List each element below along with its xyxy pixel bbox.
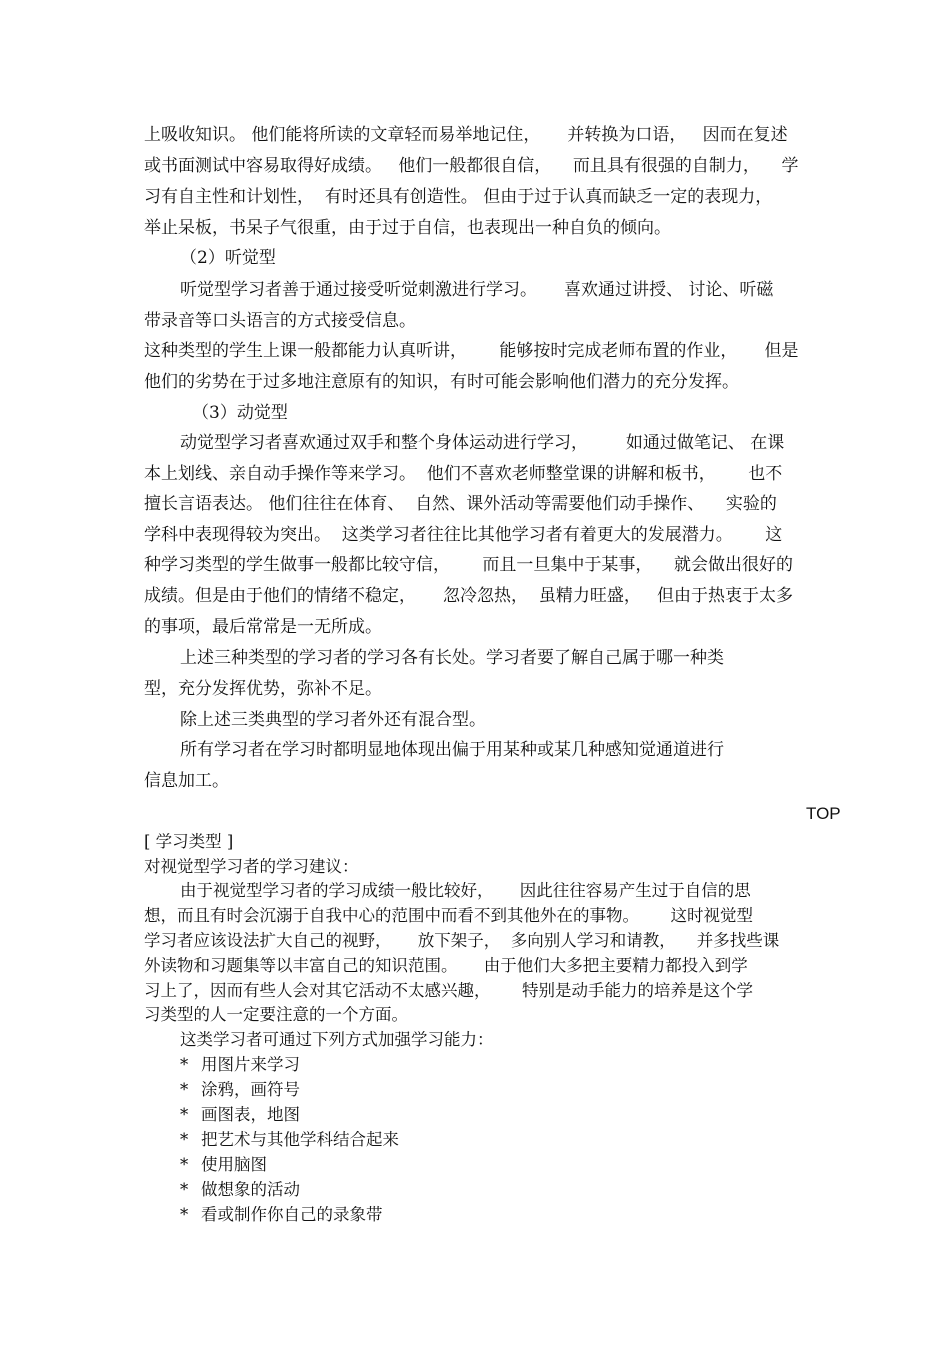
bullet-marker: * — [180, 1105, 189, 1124]
paragraph-line: 学习者应该设法扩大自己的视野， 放下架子， 多向别人学习和请教， 并多找些课 — [144, 931, 780, 950]
list-item: 画图表，地图 — [201, 1105, 300, 1124]
paragraph-line: 想，而且有时会沉溺于自我中心的范围中而看不到其他外在的事物。 这时视觉型 — [144, 906, 753, 925]
paragraph-line: 信息加工。 — [144, 771, 229, 791]
paragraph-line: 习上了，因而有些人会对其它活动不太感兴趣， 特别是动手能力的培养是这个学 — [144, 981, 753, 1000]
paragraph-line: 他们的劣势在于过多地注意原有的知识，有时可能会影响他们潜力的充分发挥。 — [144, 372, 739, 392]
bullet-marker: * — [180, 1080, 189, 1099]
paragraph-line: 上吸收知识。 他们能将所读的文章轻而易举地记住， 并转换为口语， 因而在复述 — [144, 125, 788, 145]
paragraph-line: 成绩。但是由于他们的情绪不稳定， 忽冷忽热， 虽精力旺盛， 但由于热衷于太多 — [144, 586, 794, 606]
back-to-top-link[interactable]: TOP — [806, 804, 841, 823]
bullet-marker: * — [180, 1155, 189, 1174]
bullet-marker: * — [180, 1205, 189, 1224]
paragraph-line: 举止呆板，书呆子气很重，由于过于自信，也表现出一种自负的倾向。 — [144, 218, 671, 238]
paragraph-line: 外读物和习题集等以丰富自己的知识范围。 由于他们大多把主要精力都投入到学 — [144, 956, 748, 975]
subsection-heading-kinesthetic: （3）动觉型 — [192, 403, 288, 423]
list-item: 用图片来学习 — [201, 1055, 300, 1074]
paragraph-line: 的事项，最后常常是一无所成。 — [144, 617, 382, 637]
paragraph-line: 或书面测试中容易取得好成绩。 他们一般都很自信， 而且具有很强的自制力， 学 — [144, 156, 799, 176]
list-item: 看或制作你自己的录象带 — [201, 1205, 383, 1224]
paragraph-line: 除上述三类典型的学习者外还有混合型。 — [180, 710, 486, 730]
paragraph-line: 这类学习者可通过下列方式加强学习能力： — [180, 1030, 494, 1049]
list-item: 使用脑图 — [201, 1155, 267, 1174]
paragraph-line: 这种类型的学生上课一般都能力认真听讲， 能够按时完成老师布置的作业， 但是 — [144, 341, 799, 361]
paragraph-line: 带录音等口头语言的方式接受信息。 — [144, 311, 416, 331]
paragraph-line: 习类型的人一定要注意的一个方面。 — [144, 1005, 408, 1024]
paragraph-line: 种学习类型的学生做事一般都比较守信， 而且一旦集中于某事， 就会做出很好的 — [144, 555, 794, 575]
bullet-marker: * — [180, 1055, 189, 1074]
list-item: 涂鸦，画符号 — [201, 1080, 300, 1099]
paragraph-line: 由于视觉型学习者的学习成绩一般比较好， 因此往往容易产生过于自信的思 — [180, 881, 751, 900]
paragraph-line: 擅长言语表达。 他们往往在体育、 自然、课外活动等需要他们动手操作、 实验的 — [144, 494, 777, 514]
list-item: 做想象的活动 — [201, 1180, 300, 1199]
bullet-marker: * — [180, 1180, 189, 1199]
paragraph-line: 动觉型学习者喜欢通过双手和整个身体运动进行学习， 如通过做笔记、 在课 — [180, 433, 785, 453]
paragraph-line: 型，充分发挥优势，弥补不足。 — [144, 679, 382, 699]
paragraph-line: 上述三种类型的学习者的学习各有长处。学习者要了解自己属于哪一种类 — [180, 648, 724, 668]
section-heading: [ 学习类型 ] — [144, 832, 234, 851]
paragraph-line: 所有学习者在学习时都明显地体现出偏于用某种或某几种感知觉通道进行 — [180, 740, 724, 760]
paragraph-line: 听觉型学习者善于通过接受听觉刺激进行学习。 喜欢通过讲授、 讨论、听磁 — [180, 280, 774, 300]
paragraph-line: 本上划线、亲自动手操作等来学习。 他们不喜欢老师整堂课的讲解和板书， 也不 — [144, 464, 783, 484]
paragraph-line: 学科中表现得较为突出。 这类学习者往往比其他学习者有着更大的发展潜力。 这 — [144, 525, 783, 545]
section-subheading: 对视觉型学习者的学习建议： — [144, 857, 359, 876]
list-item: 把艺术与其他学科结合起来 — [201, 1130, 399, 1149]
paragraph-line: 习有自主性和计划性， 有时还具有创造性。 但由于过于认真而缺乏一定的表现力， — [144, 187, 773, 207]
bullet-marker: * — [180, 1130, 189, 1149]
subsection-heading-auditory: （2）听觉型 — [180, 248, 276, 268]
